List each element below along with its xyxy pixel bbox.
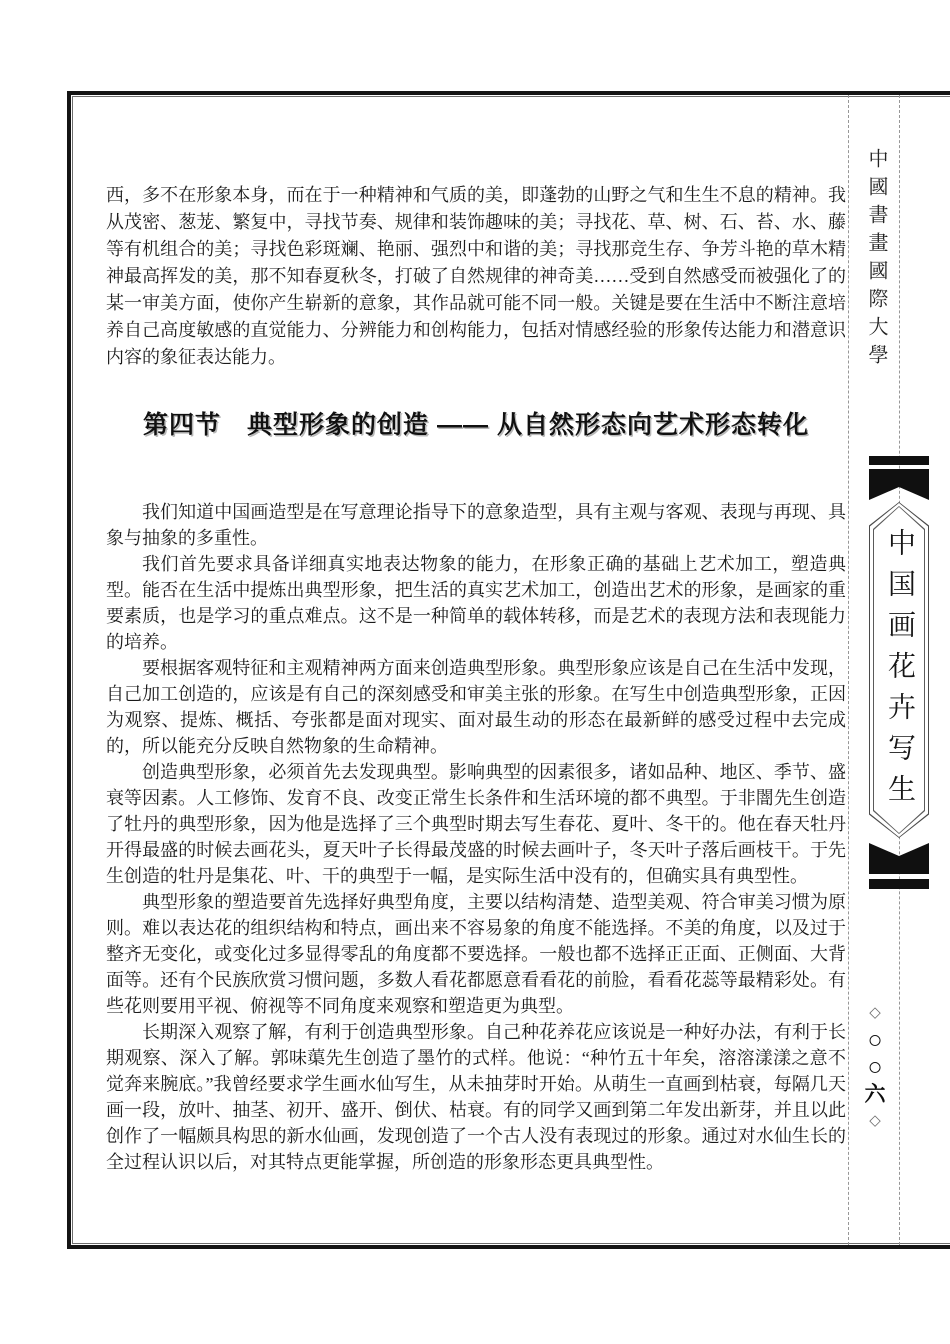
body-paragraph: 我们首先要求具备详细真实地表达物象的能力，在形象正确的基础上艺术加工，塑造典型。能否在生活中提炼出典型形象，把生活的真实艺术加工，创造出艺术的形象，是画家的重要素质，也是学习的重点难点。这不是一种简单的载体转移，而是艺术的表现方法和表现能力的培养。 [106, 554, 846, 652]
folio-digit-six: 六 [864, 1082, 886, 1106]
book-title-cartouche [869, 502, 929, 838]
folio-ornament-top: ◇ [869, 1005, 881, 1021]
institution-label: 中國書畫國際大學 [865, 148, 887, 372]
continuation-paragraph: 西，多不在形象本身，而在于一种精神和气质的美，即蓬勃的山野之气和生生不息的精神。我从茂密、葱茏、繁复中，寻找节奏、规律和装饰趣味的美；寻找花、草、树、石、苔、水、藤等有机组合的美；寻找色彩斑斓、艳丽、强烈中和谐的美；寻找那竞生存、争芳斗艳的草木精神最高挥发的美，那不知春夏秋冬，打破了自然规律的神奇美……受到自然感受而被强化了的某一审美方面，使你产生崭新的意象，其作品就可能不同一般。关键是要在生活中不断注意培养自己高度敏感的直觉能力、分辨能力和创构能力，包括对情感经验的形象传达能力和潜意识内容的象征表达能力。 [106, 185, 846, 367]
continuation-paragraph-block [106, 182, 846, 371]
body-paragraph: 我们知道中国画造型是在写意理论指导下的意象造型，具有主观与客观、表现与再现、具象与抽象的多重性。 [106, 502, 846, 548]
folio-ornament-bottom: ◇ [869, 1113, 881, 1129]
sidebar-divider-left [848, 95, 849, 1245]
ribbon-bottom-bar [869, 879, 929, 889]
ribbon-top-bar [869, 456, 929, 465]
body-paragraph: 要根据客观特征和主观精神两方面来创造典型形象。典型形象应该是自己在生活中发现，自己加工创造的，应该是有自己的深刻感受和审美主张的形象。在写生中创造典型形象，正因为观察、提炼、概括、夸张都是面对现实、面对最生动的形态在最新鲜的感受过程中去完成的，所以能充分反映自然物象的生命精神。 [106, 658, 846, 756]
folio-page-number [859, 1000, 891, 1135]
book-title-label: 中国画花卉写生 [884, 528, 915, 815]
body-paragraph: 典型形象的塑造要首先选择好典型角度，主要以结构清楚、造型美观、符合审美习惯为原则。难以表达花的组织结构和特点，画出来不容易象的角度不能选择。不美的角度，以及过于整齐无变化，或变化过多显得零乱的角度都不要选择。一般也都不选择正正面、正侧面、大背面等。还有个民族欣赏习惯问题，多数人看花都愿意看看花的前脸，看看花蕊等最精彩处。有些花则要用平视、俯视等不同角度来观察和塑造更为典型。 [106, 892, 846, 1016]
body-paragraph: 长期深入观察了解，有利于创造典型形象。自己种花养花应该说是一种好办法，有利于长期观察、深入了解。郭味蕖先生创造了墨竹的式样。他说：“种竹五十年矣，溶溶漾漾之意不觉奔来腕底。”我曾经要求学生画水仙写生，从未抽芽时开始。从萌生一直画到枯衰，每隔几天画一段，放叶、抽茎、初开、盛开、倒伏、枯衰。有的同学又画到第二年发出新芽，并且以此创作了一幅颇具构思的新水仙画，发现创造了一个古人没有表现过的形象。通过对水仙生长的全过程认识以后，对其特点更能掌握，所创造的形象形态更具典型性。 [106, 1022, 846, 1172]
body-text-block [106, 499, 846, 1175]
section-heading: 第四节 典型形象的创造 —— 从自然形态向艺术形态转化 [143, 411, 809, 439]
folio-digit-zero: ○ [867, 1054, 883, 1081]
body-paragraph: 创造典型形象，必须首先去发现典型。影响典型的因素很多，诸如品种、地区、季节、盛衰等因素。人工修饰、发育不良、改变正常生长条件和生活环境的都不典型。于非闇先生创造了牡丹的典型形象，因为他是选择了三个典型时期去写生春花、夏叶、冬干的。他在春天牡丹开得最盛的时候去画花头，夏天叶子长得最茂盛的时候去画叶子，冬天叶子落后画枝干。于先生创造的牡丹是集花、叶、干的典型于一幅，是实际生活中没有的，但确实具有典型性。 [106, 762, 846, 886]
folio-digit-zero: ○ [867, 1027, 883, 1054]
